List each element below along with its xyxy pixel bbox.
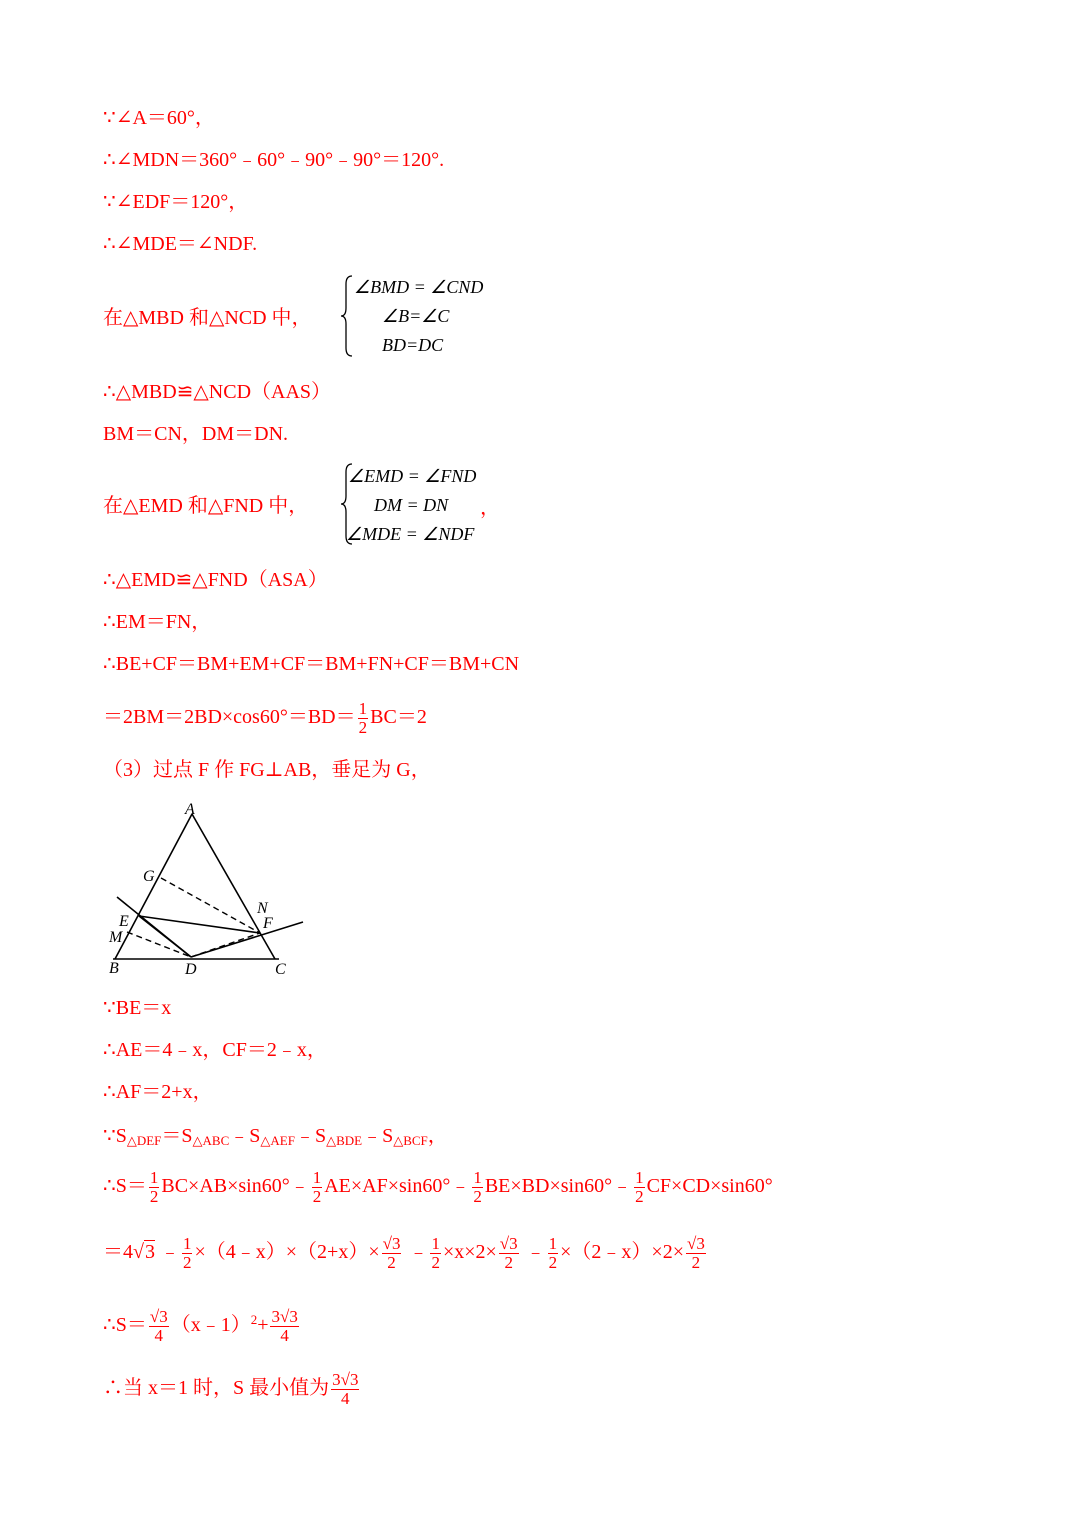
fraction-half: $\frac{1}{2}$ bbox=[358, 698, 368, 737]
system-2-row-3: ∠MDE = ∠NDF bbox=[346, 524, 475, 544]
line-16: ∴AF＝2+x， bbox=[103, 1081, 213, 1103]
segment-DF bbox=[191, 933, 260, 957]
line-10: ∴EM＝FN， bbox=[103, 611, 212, 633]
line-9: ∴△EMD≌△FND（ASA） bbox=[103, 569, 328, 591]
label-G: G bbox=[143, 868, 155, 885]
line-21: ∴当 x＝1 时，S 最小值为 $\frac{3√3}{4}$ bbox=[103, 1369, 359, 1408]
line-2: ∴∠MDN＝360°﹣60°﹣90°﹣90°＝120°. bbox=[103, 149, 445, 171]
label-E: E bbox=[119, 913, 129, 930]
line-12: ＝2BM＝2BD×cos60°＝BD＝ $\frac{1}{2}$ BC＝2 bbox=[103, 698, 427, 737]
equation-system-1 bbox=[340, 274, 500, 362]
brace-icon bbox=[340, 274, 354, 358]
label-C: C bbox=[275, 961, 286, 978]
line-11: ∴BE+CF＝BM+EM+CF＝BM+FN+CF＝BM+CN bbox=[103, 653, 520, 675]
system-1-row-3: BD=DC bbox=[382, 335, 444, 355]
line-18: ∴S＝ $\frac{1}{2}$ BC×AB×sin60°﹣ $\frac{1}{2}$ AE×AF×sin60°﹣ $\frac{1}{2}$ BE×BD×sin60°﹣ $\frac{1}{2}$ CF×CD×sin60° bbox=[103, 1167, 773, 1206]
label-M: M bbox=[109, 929, 123, 946]
line-4: ∴∠MDE＝∠NDF. bbox=[103, 233, 258, 255]
label-D: D bbox=[185, 961, 197, 978]
system-2-row-1: ∠EMD = ∠FND bbox=[348, 466, 477, 486]
line-19: ＝4√3 ﹣ $\frac{1}{2}$ ×（4﹣x）×（2+x）× $\frac{√3}{2}$ ﹣ $\frac{1}{2}$ ×x×2× $\frac{√3}{2}$ ﹣ $\frac{1}{2}$ ×（2﹣x）×2× $\frac{√3}{2}$ bbox=[103, 1233, 705, 1272]
line-20: ∴S＝ $\frac{√3}{4}$ （x﹣1）$^2$+ $\frac{3√3}{4}$ bbox=[103, 1306, 298, 1345]
segment-AC bbox=[192, 814, 275, 959]
line-8-tail: ， bbox=[480, 497, 500, 519]
triangle-figure bbox=[103, 800, 308, 978]
line-5: 在△MBD 和△NCD 中， bbox=[103, 307, 312, 329]
line-14: ∵BE＝x bbox=[103, 997, 172, 1019]
line-13: （3）过点 F 作 FG⊥AB，垂足为 G， bbox=[103, 759, 431, 781]
system-1-row-1: ∠BMD = ∠CND bbox=[354, 277, 484, 297]
line-7: BM＝CN，DM＝DN. bbox=[103, 423, 289, 445]
line-17: $\because S_{\triangle DEF}=S_{\triangle ABC}﹣S_{\triangle AEF}﹣S_{\triangle BDE}﹣S_{\triangle BCF}$， bbox=[103, 1125, 448, 1148]
system-2-row-2: DM = DN bbox=[374, 495, 449, 515]
system-1-row-2: ∠B=∠C bbox=[382, 306, 450, 326]
label-B: B bbox=[109, 960, 119, 977]
line-15: ∴AE＝4﹣x，CF＝2﹣x， bbox=[103, 1039, 327, 1061]
line-6: ∴△MBD≌△NCD（AAS） bbox=[103, 381, 332, 403]
label-A: A bbox=[185, 801, 195, 818]
line-8: 在△EMD 和△FND 中， bbox=[103, 495, 309, 517]
label-F: F bbox=[263, 915, 273, 932]
segment-AB bbox=[115, 814, 192, 959]
line-1: ∵∠A＝60°， bbox=[103, 107, 215, 129]
line-3: ∵∠EDF＝120°， bbox=[103, 191, 249, 213]
segment-MD bbox=[127, 932, 191, 957]
label-N: N bbox=[257, 900, 268, 917]
line-DN bbox=[191, 922, 303, 957]
equation-system-2 bbox=[340, 462, 500, 550]
